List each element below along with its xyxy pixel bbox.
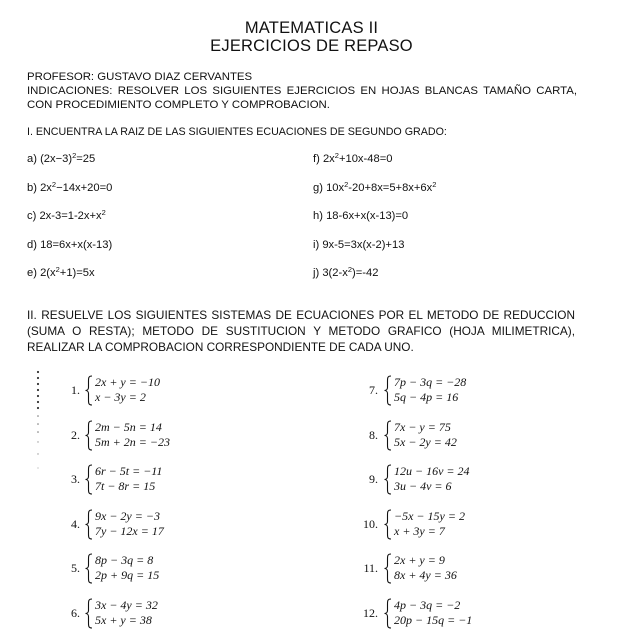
profesor-line: PROFESOR: GUSTAVO DIAZ CERVANTES bbox=[27, 71, 253, 83]
brace-icon bbox=[384, 553, 392, 584]
equation-text: 9x-5=3x(x-2)+13 bbox=[322, 238, 405, 251]
equation-text: 2(x bbox=[40, 267, 56, 279]
equation-label: c) bbox=[27, 210, 40, 222]
system-equation-2: x + 3y = 7 bbox=[394, 523, 445, 538]
system-equation-1: 7p − 3q = −28 bbox=[394, 375, 467, 389]
system-right-1 bbox=[0, 375, 467, 407]
brace-icon bbox=[384, 598, 392, 629]
equation-label: f) bbox=[313, 153, 323, 165]
equation-text: 10x bbox=[326, 181, 345, 194]
system-equation-1: 12u − 16v = 24 bbox=[394, 464, 470, 478]
system-equation-1: 9x − 2y = −3 bbox=[95, 508, 160, 523]
system-equation-1: 4p − 3q = −2 bbox=[394, 597, 461, 612]
system-equation-2: x − 3y = 2 bbox=[95, 390, 146, 404]
equation-label: i) bbox=[313, 238, 323, 251]
equation-right-3 bbox=[313, 210, 408, 222]
equation-text: (2x−3) bbox=[40, 153, 73, 165]
equation-text: 2x bbox=[322, 153, 335, 165]
equation-right-1 bbox=[313, 153, 392, 165]
system-equation-1: 8p − 3q = 8 bbox=[95, 553, 154, 567]
equation-label: g) bbox=[313, 181, 327, 194]
system-number: 6. bbox=[71, 605, 80, 620]
equation-label: b) bbox=[27, 181, 41, 194]
system-number: 12. bbox=[363, 605, 378, 620]
system-equation-2: 5m + 2n = −23 bbox=[95, 434, 170, 449]
equation-text: =25 bbox=[76, 153, 96, 165]
system-right-3 bbox=[0, 464, 470, 496]
brace-icon bbox=[384, 509, 392, 540]
system-number: 5. bbox=[71, 561, 80, 575]
equation-right-4 bbox=[313, 239, 404, 251]
equation-text: )=-42 bbox=[352, 267, 379, 279]
system-equation-2: 8x + 4y = 36 bbox=[394, 568, 457, 582]
system-equation-1: 2x + y = −10 bbox=[95, 375, 160, 389]
page-subtitle: EJERCICIOS DE REPASO bbox=[210, 37, 413, 55]
exponent: 2 bbox=[55, 265, 60, 274]
system-number: 9. bbox=[369, 472, 378, 486]
system-equation-1: 2m − 5n = 14 bbox=[95, 419, 162, 434]
exponent: 2 bbox=[101, 208, 106, 217]
exponent: 2 bbox=[344, 179, 349, 189]
equation-text: 18-6x+x(x-13)=0 bbox=[326, 210, 409, 222]
system-equation-2: 7y − 12x = 17 bbox=[95, 523, 164, 538]
equation-text: 18=6x+x(x-13) bbox=[40, 238, 113, 251]
system-number: 7. bbox=[369, 383, 378, 397]
brace-icon bbox=[384, 464, 392, 495]
section-2-title: II. RESUELVE LOS SIGUIENTES SISTEMAS DE ECUACIONES POR EL METODO DE REDUCCION (SUMA O RESTA); METODO DE SUSTITUCION Y METODO GRAFICO (HOJA MILIMETRICA), REALIZAR LA COMPROBACION CORRESPONDIENTE DE CADA UNO. bbox=[27, 308, 575, 354]
system-equation-2: 2p + 9q = 15 bbox=[95, 568, 160, 582]
equation-label: h) bbox=[313, 210, 327, 222]
equation-text: 2x-3=1-2x+x bbox=[39, 210, 102, 222]
indicaciones-text: INDICACIONES: RESOLVER LOS SIGUIENTES EJERCICIOS EN HOJAS BLANCAS TAMAÑO CARTA, CON PROCEDIMIENTO COMPLETO Y COMPROBACION. bbox=[27, 85, 577, 111]
equation-text: −14x+20=0 bbox=[56, 181, 113, 194]
equation-text: +1)=5x bbox=[59, 267, 95, 279]
exponent: 2 bbox=[72, 151, 77, 160]
equation-text: 2x bbox=[40, 181, 52, 194]
brace-icon bbox=[384, 420, 392, 451]
system-equation-2: 20p − 15q = −1 bbox=[394, 612, 473, 627]
system-number: 1. bbox=[71, 383, 80, 397]
system-right-2 bbox=[0, 419, 457, 452]
system-equation-2: 3u − 4v = 6 bbox=[394, 479, 452, 493]
section-1-title: I. ENCUENTRA LA RAIZ DE LAS SIGUIENTES ECUACIONES DE SEGUNDO GRADO: bbox=[27, 126, 447, 138]
exponent: 2 bbox=[432, 179, 437, 189]
equation-left-3 bbox=[27, 210, 106, 222]
system-equation-2: 7t − 8r = 15 bbox=[95, 479, 156, 493]
page-title: MATEMATICAS II bbox=[244, 19, 379, 37]
system-number: 11. bbox=[363, 561, 378, 575]
exponent: 2 bbox=[334, 151, 339, 160]
equation-label: j) bbox=[313, 267, 323, 279]
equation-text: +10x-48=0 bbox=[338, 153, 393, 165]
brace-icon bbox=[384, 375, 392, 406]
system-equation-1: 3x − 4y = 32 bbox=[95, 597, 158, 612]
system-equation-1: 6r − 5t = −11 bbox=[95, 464, 163, 478]
equation-right-5 bbox=[313, 267, 378, 279]
equation-left-5 bbox=[27, 267, 95, 279]
equation-label: a) bbox=[27, 153, 41, 165]
system-number: 10. bbox=[363, 516, 378, 531]
system-number: 4. bbox=[71, 516, 80, 531]
equation-label: d) bbox=[27, 238, 41, 251]
system-equation-2: 5q − 4p = 16 bbox=[394, 390, 459, 404]
system-equation-2: 5x + y = 38 bbox=[95, 612, 152, 627]
equation-left-4 bbox=[27, 239, 112, 251]
system-number: 3. bbox=[71, 472, 80, 486]
equation-text: -20+8x=5+8x+6x bbox=[348, 181, 433, 194]
system-equation-1: −5x − 15y = 2 bbox=[394, 508, 465, 523]
system-number: 2. bbox=[71, 427, 80, 442]
system-right-4 bbox=[0, 508, 465, 541]
system-right-5 bbox=[0, 553, 457, 585]
system-number: 8. bbox=[369, 427, 378, 442]
exponent: 2 bbox=[347, 265, 352, 274]
system-equation-1: 7x − y = 75 bbox=[394, 419, 451, 434]
system-equation-2: 5x − 2y = 42 bbox=[394, 434, 457, 449]
system-right-6 bbox=[0, 597, 473, 630]
equation-label: e) bbox=[27, 267, 41, 279]
equation-right-2 bbox=[313, 179, 437, 194]
equation-left-1 bbox=[27, 153, 95, 165]
system-equation-1: 2x + y = 9 bbox=[394, 553, 445, 567]
equation-text: 3(2-x bbox=[322, 267, 348, 279]
equation-left-2 bbox=[27, 179, 113, 194]
exponent: 2 bbox=[51, 179, 57, 189]
